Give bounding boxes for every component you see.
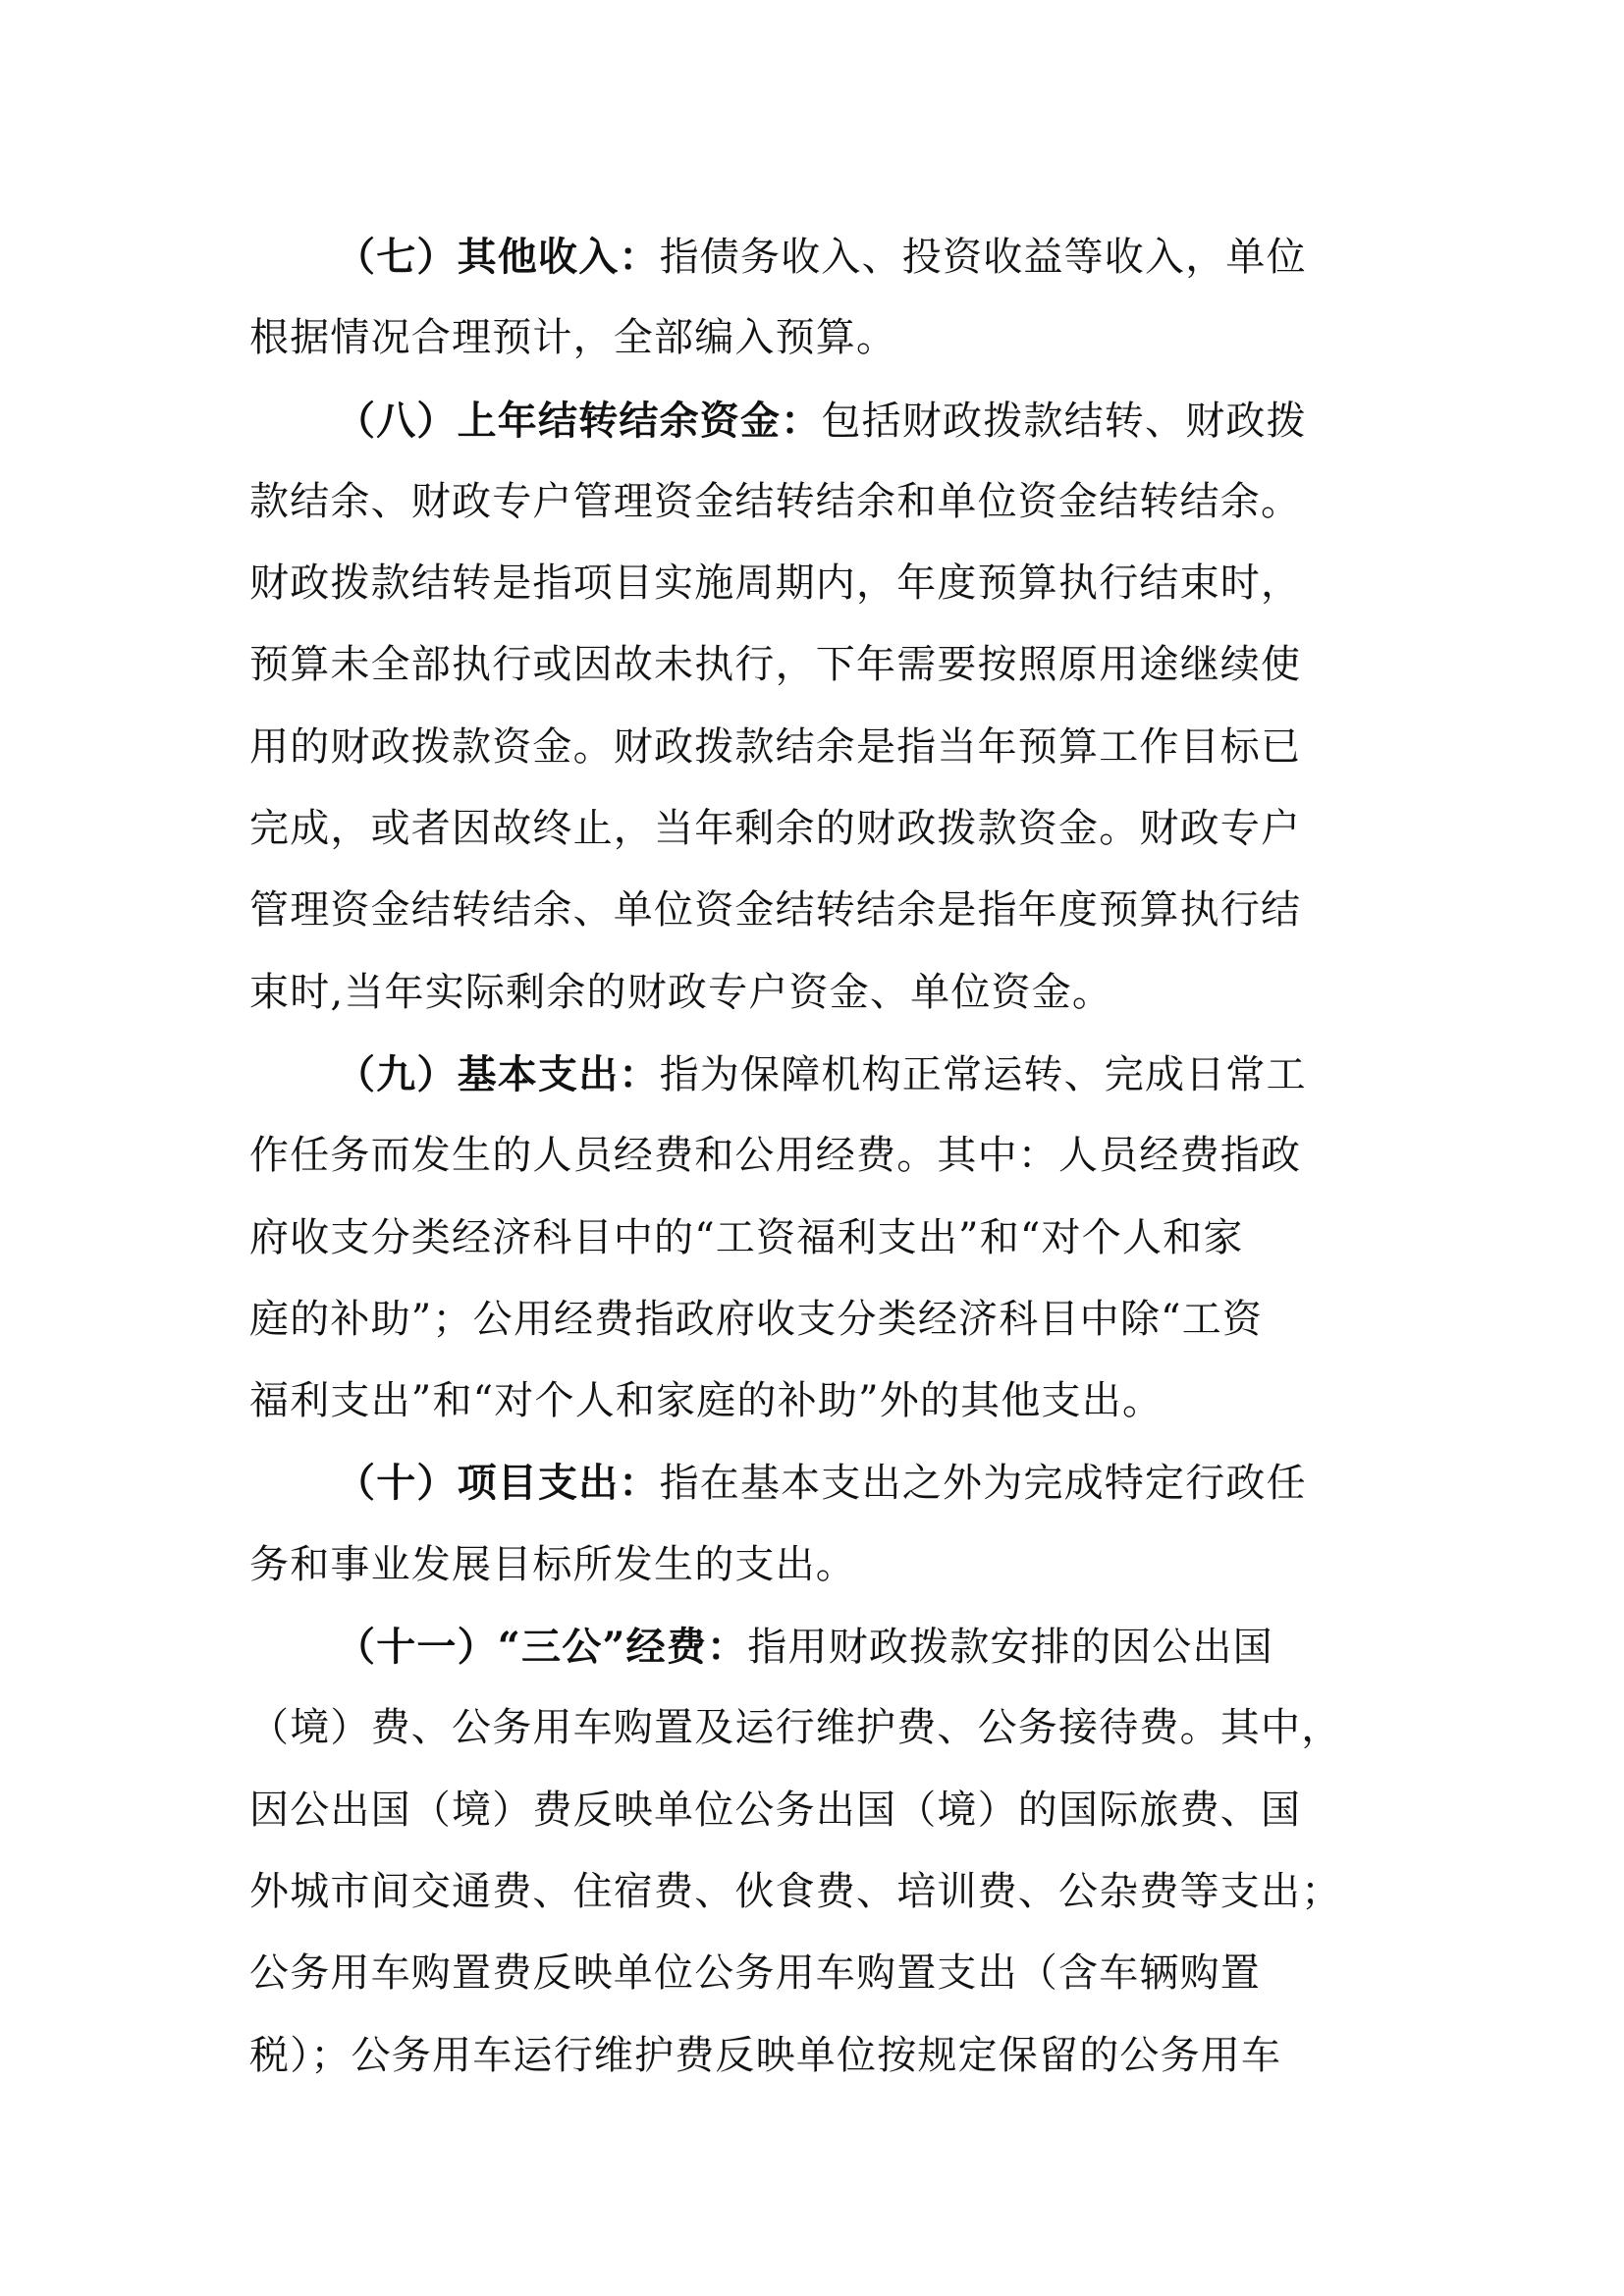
text-line: 作任务而发生的人员经费和公用经费。其中：人员经费指政 bbox=[249, 1133, 1302, 1179]
text-line: 公务用车购置费反映单位公务用车购置支出（含车辆购置 bbox=[249, 1950, 1261, 1997]
text-line bbox=[249, 1606, 1383, 1687]
paragraph-text: 指用财政拨款安排的因公出国 bbox=[747, 1625, 1273, 1671]
section-prior-year-carryover bbox=[249, 380, 1383, 1034]
text-line bbox=[249, 1034, 1383, 1115]
text-line: （境）费、公务用车购置及运行维护费、公务接待费。其中， bbox=[249, 1705, 1342, 1751]
text-line: 款结余、财政专户管理资金结转结余和单位资金结转结余。 bbox=[249, 478, 1302, 524]
text-line: 税）；公务用车运行维护费反映单位按规定保留的公务用车 bbox=[249, 2032, 1282, 2078]
text-line: 束时,当年实际剩余的财政专户资金、单位资金。 bbox=[249, 969, 1113, 1015]
section-heading: （十）项目支出： bbox=[336, 1460, 660, 1507]
section-heading: （七）其他收入： bbox=[336, 234, 660, 280]
text-line: 财政拨款结转是指项目实施周期内，年度预算执行结束时， bbox=[249, 561, 1302, 607]
section-three-public-expenses bbox=[249, 1606, 1383, 2097]
text-line: 完成，或者因故终止，当年剩余的财政拨款资金。财政专户 bbox=[249, 806, 1302, 852]
section-heading: （十一）“三公”经费： bbox=[336, 1624, 748, 1671]
text-line: 根据情况合理预计，全部编入预算。 bbox=[249, 315, 897, 361]
paragraph-text: 指为保障机构正常运转、完成日常工 bbox=[659, 1051, 1307, 1097]
text-line: 用的财政拨款资金。财政拨款结余是指当年预算工作目标已 bbox=[249, 723, 1302, 770]
section-heading: （八）上年结转结余资金： bbox=[336, 397, 822, 444]
text-line: 务和事业发展目标所发生的支出。 bbox=[249, 1541, 856, 1587]
section-basic-expenditure bbox=[249, 1034, 1383, 1442]
text-line: 庭的补助”；公用经费指政府收支分类经济科目中除“工资 bbox=[249, 1296, 1264, 1342]
text-line: 福利支出”和“对个人和家庭的补助”外的其他支出。 bbox=[249, 1378, 1164, 1424]
paragraph-text: 指债务收入、投资收益等收入，单位 bbox=[659, 235, 1307, 280]
text-line: 因公出国（境）费反映单位公务出国（境）的国际旅费、国 bbox=[249, 1787, 1302, 1833]
text-line: 预算未全部执行或因故未执行，下年需要按照原用途继续使 bbox=[249, 642, 1302, 688]
paragraph-text: 指在基本支出之外为完成特定行政任 bbox=[659, 1461, 1307, 1507]
section-heading: （九）基本支出： bbox=[336, 1050, 660, 1097]
text-line bbox=[249, 1442, 1383, 1523]
text-line: 管理资金结转结余、单位资金结转结余是指年度预算执行结 bbox=[249, 887, 1302, 934]
document-body bbox=[249, 216, 1383, 2097]
section-project-expenditure bbox=[249, 1442, 1383, 1606]
text-line bbox=[249, 216, 1383, 297]
section-other-income bbox=[249, 216, 1383, 380]
text-line bbox=[249, 380, 1383, 461]
text-line: 府收支分类经济科目中的“工资福利支出”和“对个人和家 bbox=[249, 1214, 1244, 1260]
paragraph-text: 包括财政拨款结转、财政拨 bbox=[821, 398, 1307, 444]
text-line: 外城市间交通费、住宿费、伙食费、培训费、公杂费等支出； bbox=[249, 1868, 1342, 1914]
